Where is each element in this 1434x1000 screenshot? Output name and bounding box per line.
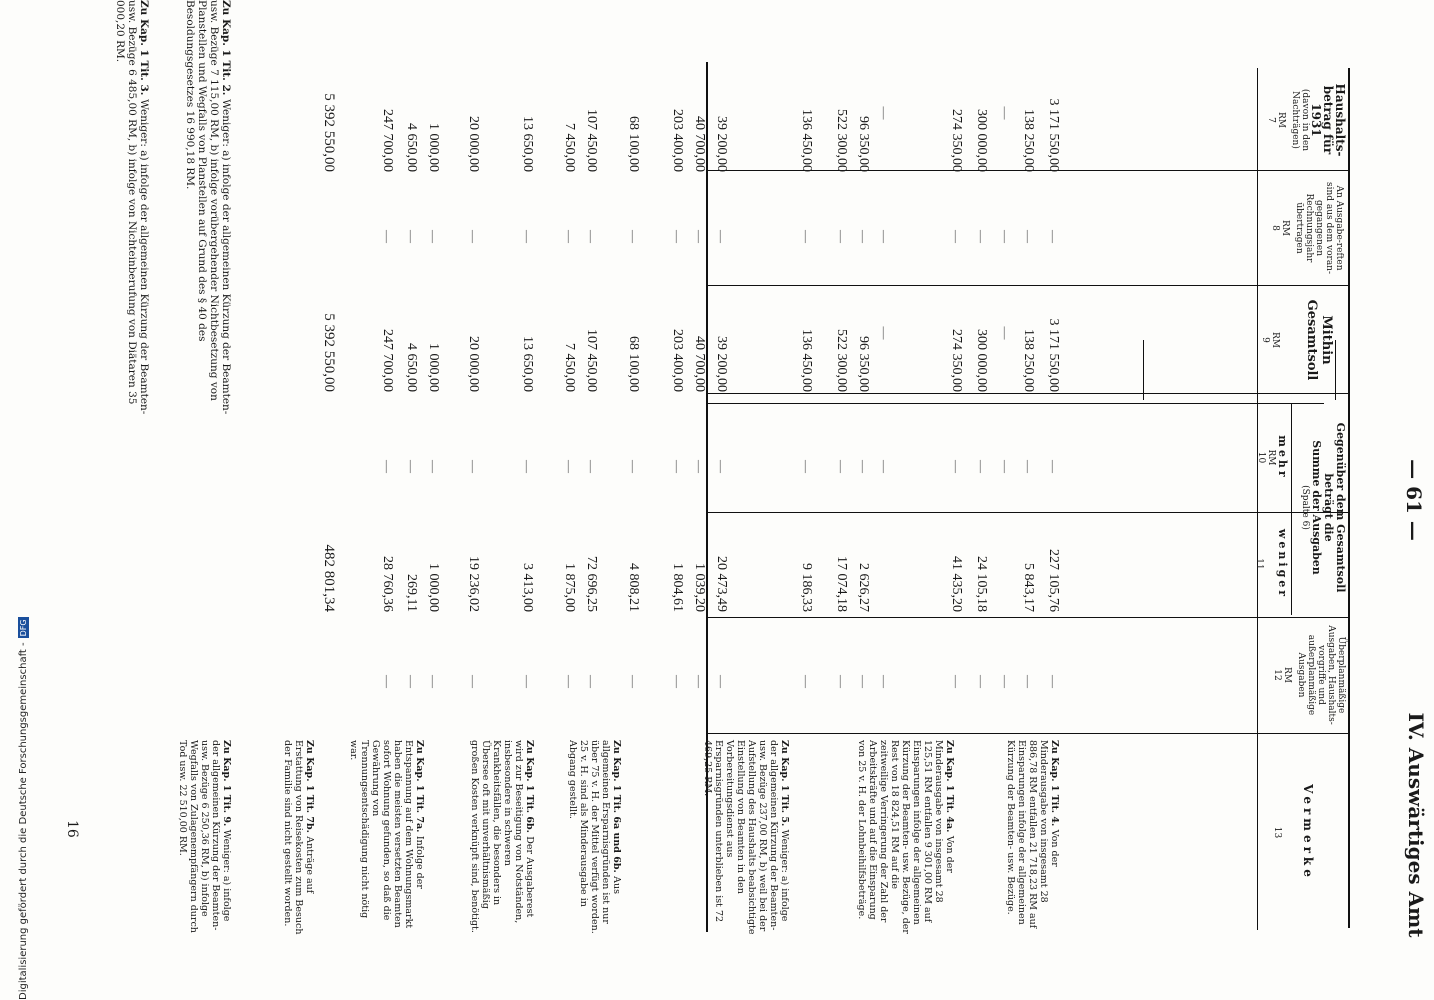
col9-cell: 40 700,00 <box>692 336 707 392</box>
empty-cell-dash: — <box>426 460 441 473</box>
header-col9-unit: RM <box>1270 332 1280 348</box>
col7-cell: 40 700,00 <box>692 116 707 172</box>
header-col10-label: mehr <box>1276 435 1289 480</box>
empty-cell-dash: — <box>380 230 395 243</box>
remark-head: Zu Kap. 1 Tit. 4. <box>1049 740 1060 830</box>
empty-cell-dash: — <box>426 230 441 243</box>
remark-head: Zu Kap. 1 Tit. 7a. <box>414 740 425 836</box>
header-col12-num: 12 <box>1272 669 1282 681</box>
empty-cell-dash: — <box>562 675 577 688</box>
col11-cell: 1 804,61 <box>670 563 685 612</box>
col7-cell: — <box>998 106 1013 120</box>
empty-cell-dash: — <box>856 460 871 473</box>
empty-cell-dash: — <box>692 230 707 243</box>
header-col7-line: 1931 <box>1309 103 1323 137</box>
empty-cell-dash: — <box>799 230 814 243</box>
col9-cell: — <box>998 326 1013 340</box>
empty-cell-dash: — <box>1021 230 1036 243</box>
col11-cell: 3 413,00 <box>520 563 535 612</box>
col9-cell: 247 700,00 <box>380 329 395 392</box>
empty-cell-dash: — <box>670 675 685 688</box>
col7-cell: 4 650,00 <box>404 123 419 172</box>
empty-cell-dash: — <box>974 230 989 243</box>
col7-cell: 522 300,00 <box>834 109 849 172</box>
col9-cell: 138 250,00 <box>1021 329 1036 392</box>
col9-cell: 96 350,00 <box>856 336 871 392</box>
col9-cell: 3 171 550,00 <box>1046 318 1061 392</box>
header-group-line: Gegenüber dem Gesamtsoll <box>1334 422 1347 593</box>
header-col13-num: 13 <box>1272 826 1282 839</box>
col11-cell: 9 186,33 <box>799 563 814 612</box>
empty-cell-dash: — <box>1046 460 1061 473</box>
empty-cell-dash: — <box>799 675 814 688</box>
empty-cell-dash: — <box>380 675 395 688</box>
col11-cell: 17 074,18 <box>834 556 849 612</box>
col9-cell: 300 000,00 <box>974 329 989 392</box>
header-col8-num: 8 <box>1270 225 1280 231</box>
remark-text: Der Ausgaberest wird zur Beseitigung von Notständen, insbesondere in schweren Krankheitsfällen, die besonders in Übersee oft mit unverhältnismäßig großen Kosten verknüpft sind, benötigt. <box>469 740 535 933</box>
empty-cell-dash: — <box>856 230 871 243</box>
col11-cell: 4 808,21 <box>626 563 641 612</box>
empty-cell-dash: — <box>692 460 707 473</box>
col7-cell: 107 450,00 <box>584 109 599 172</box>
footnote-text: Weniger: a) infolge der allgemeinen Kürzung der Beamten- usw. Bezüge 6 485,00 RM, b) infolge von Nichteinberufung von Diätaren 35 000,20 RM. <box>114 0 150 415</box>
header-col7-line: betrag für <box>1321 85 1335 155</box>
header-col7-line: Haushalts- <box>1333 83 1347 157</box>
header-col9-num: 9 <box>1260 337 1270 343</box>
empty-cell-dash: — <box>692 675 707 688</box>
col9-cell: 4 650,00 <box>404 343 419 392</box>
header-col9-line: Gesamtsoll <box>1304 299 1319 381</box>
footnote-head: Zu Kap. 1 Tit. 3. <box>138 0 150 100</box>
col7-cell: 274 350,00 <box>949 109 964 172</box>
col11-cell: 41 435,20 <box>949 556 964 612</box>
col9-cell: 107 450,00 <box>584 329 599 392</box>
header-col7-unit: RM <box>1276 112 1286 128</box>
header-col11-num: 11 <box>1254 558 1264 570</box>
empty-cell-dash: — <box>466 460 481 473</box>
empty-cell-dash: — <box>1046 230 1061 243</box>
empty-cell-dash: — <box>877 675 892 688</box>
header-col13-label: Vermerke <box>1301 784 1315 881</box>
section-title: IV. Auswärtiges Amt <box>1404 712 1428 938</box>
col7-cell: 1 000,00 <box>426 123 441 172</box>
empty-cell-dash: — <box>949 675 964 688</box>
col7-cell: 39 200,00 <box>714 116 729 172</box>
dfg-logo: DFG <box>19 619 28 637</box>
col7-cell: 136 450,00 <box>799 109 814 172</box>
footer-number: 16 <box>64 820 80 838</box>
empty-cell-dash: — <box>877 460 892 473</box>
empty-cell-dash: — <box>949 460 964 473</box>
col11-cell: 5 843,17 <box>1021 563 1036 612</box>
empty-cell-dash: — <box>998 675 1013 688</box>
col9-cell: 20 000,00 <box>466 336 481 392</box>
empty-cell-dash: — <box>626 675 641 688</box>
credit-text: Digitalisierung gefördert durch die Deutsche Forschungsgemeinschaft - <box>18 642 29 1000</box>
empty-cell-dash: — <box>714 230 729 243</box>
remark-head: Zu Kap. 1 Tit. 7b. <box>304 740 315 837</box>
empty-cell-dash: — <box>670 460 685 473</box>
empty-cell-dash: — <box>670 230 685 243</box>
remark-head: Zu Kap. 1 Tit. 4a. <box>944 740 955 836</box>
col11-cell: 24 105,18 <box>974 556 989 612</box>
col11-cell: 1 875,00 <box>562 563 577 612</box>
remark-text: Weniger: a) infolge der allgemeinen Kürzung der Beamten- usw. Bezüge 237,00 RM, b) weil bei der Aufstellung des Haushalts beabsichtigte Einstellung von Beamten in den Vorbereitungsdienst aus Ersparnisgründen unterblieben ist 72 469,25 RM. <box>702 740 790 935</box>
empty-cell-dash: — <box>380 460 395 473</box>
col11-cell: 269,11 <box>404 574 419 612</box>
col7-cell: 96 350,00 <box>856 116 871 172</box>
empty-cell-dash: — <box>834 230 849 243</box>
empty-cell-dash: — <box>998 230 1013 243</box>
empty-cell-dash: — <box>584 460 599 473</box>
col7-cell: 3 171 550,00 <box>1046 98 1061 172</box>
col9-cell: — <box>877 326 892 340</box>
header-col8-text: An Ausgabe-reften sind aus dem voran-gegangenen Rechnungsjahr übertragen <box>1294 181 1344 275</box>
empty-cell-dash: — <box>974 460 989 473</box>
col7-cell: 20 000,00 <box>466 116 481 172</box>
credit-line <box>16 0 32 1000</box>
empty-cell-dash: — <box>974 675 989 688</box>
col7-cell: 7 450,00 <box>562 123 577 172</box>
col9-cell: 203 400,00 <box>670 329 685 392</box>
empty-cell-dash: — <box>1021 460 1036 473</box>
total-cell: 482 801,34 <box>321 544 337 612</box>
header-group-line: Summe der Ausgaben <box>1310 440 1323 575</box>
empty-cell-dash: — <box>520 460 535 473</box>
col7-cell: 203 400,00 <box>670 109 685 172</box>
empty-cell-dash: — <box>834 675 849 688</box>
empty-cell-dash: — <box>520 675 535 688</box>
col11-cell: 227 105,76 <box>1046 549 1061 612</box>
empty-cell-dash: — <box>562 460 577 473</box>
col11-cell: 19 236,02 <box>466 556 481 612</box>
empty-cell-dash: — <box>998 460 1013 473</box>
header-group-line: beträgt die <box>1322 473 1335 542</box>
header-col12-text: Überplanmäßige Ausgaben, Haushalts-vorgriffe und außerplanmäßige Ausgaben <box>1296 625 1346 725</box>
header-col9-line: Mithin <box>1319 315 1334 365</box>
remark-text: Aus allgemeinen Ersparnisgründen ist nur über 75 v. H. der Mittel verfügt worden. 25 v. H. sind als Minderausgabe in Abgang gestellt. <box>567 740 622 934</box>
remark-head: Zu Kap. 1 Tit. 5. <box>779 740 790 830</box>
col9-cell: 274 350,00 <box>949 329 964 392</box>
total-cell: 5 392 550,00 <box>321 313 337 392</box>
header-group-sub: (Spalte 6) <box>1300 485 1310 530</box>
col11-cell: 72 696,25 <box>584 556 599 612</box>
col7-cell: 13 650,00 <box>520 116 535 172</box>
empty-cell-dash: — <box>626 460 641 473</box>
col9-cell: 1 000,00 <box>426 343 441 392</box>
col9-cell: 68 100,00 <box>626 336 641 392</box>
col11-cell: 28 760,36 <box>380 556 395 612</box>
col11-cell: 1 000,00 <box>426 563 441 612</box>
remark-text: Weniger: a) infolge der allgemeinen Kürzung der Beamten- usw. Bezüge 6 250,36 RM, b) infolge Wegfalls von Zulagenempfängern durch Tod usw. 22 510,00 RM. <box>177 740 232 933</box>
col7-cell: 300 000,00 <box>974 109 989 172</box>
col9-cell: 522 300,00 <box>834 329 849 392</box>
remark-head: Zu Kap. 1 Tit. 6a und 6b. <box>611 740 622 877</box>
footnote-head: Zu Kap. 1 Tit. 2. <box>220 0 232 100</box>
empty-cell-dash: — <box>714 675 729 688</box>
col11-cell: 20 473,49 <box>714 556 729 612</box>
empty-cell-dash: — <box>426 675 441 688</box>
col9-cell: 39 200,00 <box>714 336 729 392</box>
empty-cell-dash: — <box>466 675 481 688</box>
empty-cell-dash: — <box>877 230 892 243</box>
empty-cell-dash: — <box>404 230 419 243</box>
empty-cell-dash: — <box>404 675 419 688</box>
empty-cell-dash: — <box>1021 675 1036 688</box>
remark-text: Anträge auf Erstattung von Reisekosten zum Besuch der Familie sind nicht gestellt worden. <box>282 740 315 935</box>
total-cell: 5 392 550,00 <box>321 93 337 172</box>
remark-head: Zu Kap. 1 Tit. 6b. <box>524 740 535 837</box>
header-col8-unit: RM <box>1280 220 1290 236</box>
footnote-text: Weniger: a) infolge der allgemeinen Kürzung der Beamten- usw. Bezüge 7 115,00 RM, b) infolge vorübergehender Nichtbesetzung von Planstellen und Wegfalls von Planstellen auf Grund des § 40 des Besoldungsgesetzes 16 990,18 RM. <box>184 0 232 415</box>
col11-cell: 1 039,20 <box>692 563 707 612</box>
page-number: — 61 — <box>1402 459 1426 541</box>
remark-text: Von der Minderausgabe von insgesamt 28 125,51 RM entfallen 9 301,00 RM auf Einsparungen infolge der allgemeinen Kürzung der Beamten- usw. Bezüge, der Rest von 18 824,51 RM auf die zeitweilige Verringerung der Zahl der Arbeitskräfte und auf die Einsparung von 25 v. H. der Lohnbeihilfsbeträge. <box>856 740 955 934</box>
col11-cell: 2 626,27 <box>856 563 871 612</box>
empty-cell-dash: — <box>466 230 481 243</box>
remark-head: Zu Kap. 1 Tit. 9. <box>221 740 232 830</box>
col7-cell: 138 250,00 <box>1021 109 1036 172</box>
empty-cell-dash: — <box>404 460 419 473</box>
header-col10-num: 10 <box>1256 451 1266 464</box>
empty-cell-dash: — <box>584 230 599 243</box>
remark-text: Infolge der Entspannung auf dem Wohnungsmarkt haben die meisten versetzten Beamten sofort Wohnung gefunden, so daß die Gewährung von Trennungsentschädigung nicht nötig war. <box>348 740 425 929</box>
col7-cell: 247 700,00 <box>380 109 395 172</box>
header-col7-sub: (davon in den Nachträgen) <box>1290 88 1310 152</box>
col7-cell: 68 100,00 <box>626 116 641 172</box>
empty-cell-dash: — <box>626 230 641 243</box>
empty-cell-dash: — <box>714 460 729 473</box>
header-col12-unit: RM <box>1282 667 1292 683</box>
col9-cell: 7 450,00 <box>562 343 577 392</box>
empty-cell-dash: — <box>562 230 577 243</box>
empty-cell-dash: — <box>520 230 535 243</box>
empty-cell-dash: — <box>584 675 599 688</box>
header-col11-label: weniger <box>1276 528 1289 600</box>
empty-cell-dash: — <box>949 230 964 243</box>
col9-cell: 136 450,00 <box>799 329 814 392</box>
empty-cell-dash: — <box>799 460 814 473</box>
header-col7-num: 7 <box>1266 117 1276 123</box>
header-col10-unit: RM <box>1266 449 1276 466</box>
empty-cell-dash: — <box>834 460 849 473</box>
empty-cell-dash: — <box>1046 675 1061 688</box>
remark-text: Von der Minderausgabe von insgesamt 28 886,78 RM entfallen 21 718,23 RM auf Einsparungen infolge der allgemeinen Kürzung der Beamten- usw. Bezüge. <box>1005 740 1060 929</box>
col7-cell: — <box>877 106 892 120</box>
col9-cell: 13 650,00 <box>520 336 535 392</box>
empty-cell-dash: — <box>856 675 871 688</box>
